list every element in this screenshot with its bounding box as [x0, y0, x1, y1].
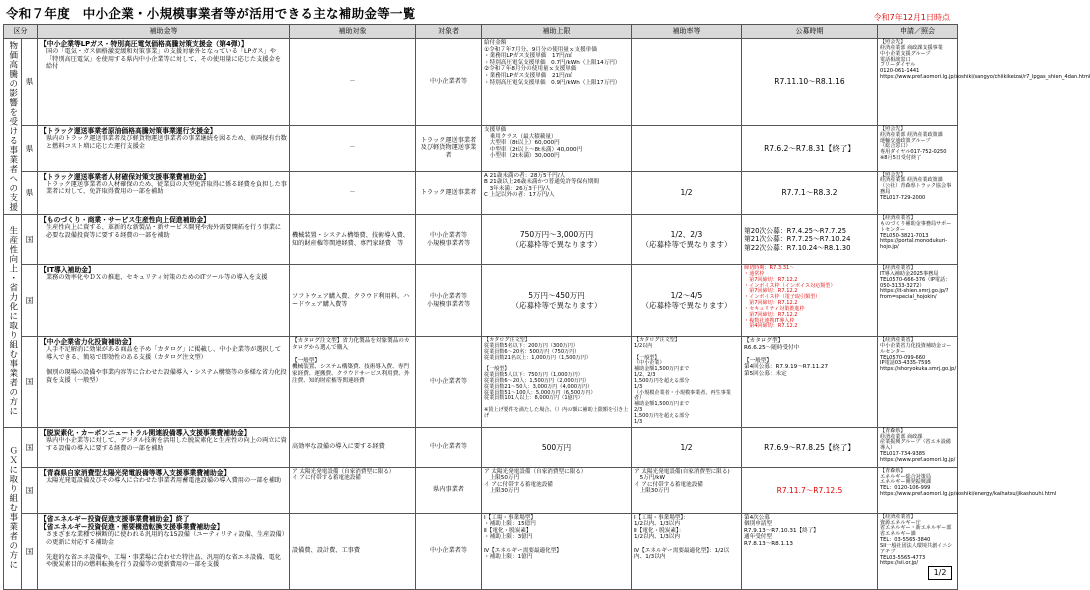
page-indicator: 1/2 — [928, 566, 952, 580]
table-row — [4, 39, 958, 126]
eligible-cell: 中小企業者等 小規模事業者等 — [416, 215, 482, 265]
subsidy-title: 【トラック運送事業者原油価格高騰対策事業運行支援金】 — [40, 126, 217, 135]
rate-cell — [632, 39, 742, 126]
table-header-row — [4, 25, 958, 39]
apply-cell: 【経済産業省】 資源エネルギー庁 省エネルギー・新エネルギー部 省エネルギー課 TEL：03-5565-3840 SII一般社団法人環境共創イニシアチブ TEL03-5565-4773 https://sii.or.jp/ — [878, 513, 958, 589]
subsidy-title: 【脱炭素化・カーボンニュートラル関連設備導入支援事業費補助金】 — [40, 428, 251, 437]
period-cell: 第20次公募：R7.4.25～R7.7.25 第21次公募：R7.7.25～R7.10.24 第22次公募：R7.10.24～R8.1.30 — [742, 215, 878, 265]
period-cell: R7.11.7～R7.12.5 — [742, 467, 878, 513]
table-row — [4, 171, 958, 214]
apply-cell: 【経済産業省】 中小企業省力化投資補助金コールセンター TEL0570-099-660 IP電話03-4335-7595 https://shoryokuka.smrj.go.jp/ — [878, 337, 958, 428]
scope-cell: 国 — [22, 215, 38, 265]
subsidy-cell — [38, 467, 290, 513]
subsidy-title: 【中小企業省力化投資補助金】 — [40, 338, 136, 346]
rate-cell: Ⅰ【工場・事業場型】： 1/2以内、1/3以内 Ⅱ【電化・脱炭素】： 1/2以内、1/3以内 Ⅳ【エネルギー需要最適化型】：1/2以内、1/3以内 — [632, 513, 742, 589]
rate-cell: 【カタログ注文型】 1/2以内 【一般型】 （中小企業） 補助金額1,500万円まで 1/2、2/3 1,500万円を超える部分 1/3 （小規模企業者・小規模事業者、再生事業者） 補助金額1,500万円まで 2/3 1,500万円を超える部分 1/3 — [632, 337, 742, 428]
subsidy-title: 【中小企業等LPガス・特別高圧電気価格高騰対策支援金（第4弾）】 — [40, 40, 248, 48]
eligible-cell: トラック運送事業者 — [416, 171, 482, 214]
page-title: 令和７年度 中小企業・小規模事業者等が活用できる主な補助金等一覧 — [6, 6, 416, 21]
limit-cell: 750万円～3,000万円 （応募枠等で異なります） — [482, 215, 632, 265]
eligible-cell: 中小企業者等 — [416, 513, 482, 589]
period-cell: 第4次公募 個別申請型 R7.9.13～R7.10.31【終了】 通年受付型 R7.8.13～R8.1.13 — [742, 513, 878, 589]
col-header-rate: 補助率等 — [632, 25, 742, 39]
subsidy-table — [3, 24, 1090, 590]
apply-cell: 【照会先】 経済産業部 経済産業政策課 （公社）青森県トラック協会事務局 TEL017-729-2000 — [878, 171, 958, 214]
subsidy-desc: さまざまな業種で横断的に使われる汎用的な15設備（ユーティリティ設備、生産設備）の更新に対応する補助金 先進的な省エネ設備や、工場・事業場に合わせた特注品、汎用的な省エネ設備、電化や脱炭素目的の燃料転換を行う設備等の更新費用の一部を支援 — [46, 531, 285, 569]
limit-cell: Ⅰ【工場・事業場型】 ・補助上限：15億円 Ⅱ【電化・脱炭素】 ・補助上限：3億円 Ⅳ【エネルギー需要最適化型】 ・補助上限：1億円 — [482, 513, 632, 589]
col-header-eligible: 対象者 — [416, 25, 482, 39]
apply-cell: 【青森県】 経済産業部 商政課 産業振興グループ（省エネ設備導入） TEL017-734-9385 https://www.pref.aomori.lg.jp/ — [878, 427, 958, 467]
rate-cell: 1/2 — [632, 171, 742, 214]
eligible-cell: 中小企業者等 — [416, 39, 482, 126]
scope-cell: 県 — [22, 125, 38, 171]
col-header-limit: 補助上限 — [482, 25, 632, 39]
subsidy-desc: 太陽光発電設備及びその導入に合わせた事業者用蓄電池設備の導入費用の一部を補助 — [46, 476, 282, 484]
subsidy-desc: 業務の効率化やＤＸの推進、セキュリティ対策のためのITツール等の導入を支援 — [46, 274, 268, 282]
subsidy-cell — [38, 337, 290, 428]
table-row — [4, 125, 958, 171]
rate-cell: 1/2 — [632, 427, 742, 467]
subsidy-title: 【ものづくり・商業・サービス生産性向上促進補助金】 — [40, 216, 210, 224]
eligible-cell: 中小企業者等 小規模事業者等 — [416, 265, 482, 337]
subsidy-cell — [38, 125, 290, 171]
subsidy-cell — [38, 39, 290, 126]
table-row — [4, 513, 958, 589]
period-cell: R7.6.2～R7.8.31【終了】 — [742, 125, 878, 171]
category-price-surge: 物価高騰の影響を受ける事業者への支援 — [4, 39, 22, 215]
limit-cell: 5万円～450万円 （応募枠等で異なります） — [482, 265, 632, 337]
table-row — [4, 467, 958, 513]
period-cell: 締切時期：R7.3.31～ ・通常枠 第7回締切：R7.12.2 ・インボイス枠（インボイス対応類型） 第7回締切：R7.12.2 ・インボイス枠（電子取引類型） 第7回締切：R7.12.2 ・セキュリティ対策推進枠 第7回締切：R7.12.2 ・複数社連携IT導入枠 第4回締切：R7.12.2 — [742, 265, 878, 337]
scope-cell: 国 — [22, 337, 38, 428]
scope-cell: 県 — [22, 171, 38, 214]
subsidy-cell — [38, 513, 290, 589]
col-header-target: 補助対象 — [290, 25, 416, 39]
table-row — [4, 427, 958, 467]
target-cell: － — [290, 171, 416, 214]
subsidy-desc: 生産性向上に資する、革新的な新製品・新サービス開発や海外需要開拓を行う事業に必要な設備投資等に要する経費の一部を補助 — [46, 224, 282, 239]
subsidy-title: 【IT導入補助金】 — [40, 266, 95, 274]
subsidy-cell — [38, 171, 290, 214]
target-cell: 設備費、設計費、工事費 — [290, 513, 416, 589]
category-gx: ＧＸに取り組む事業者の方に — [4, 427, 22, 589]
target-cell: 機械装置・システム構築費、技術導入費、知的財産権等関連経費、専門家経費 等 — [290, 215, 416, 265]
scope-cell: 県 — [22, 39, 38, 126]
apply-cell: 【青森県】 エネルギー総合対策局 エネルギー開発振興課 TEL：0120-106-999 https://www.pref.aomori.lg.jp/soshiki/energy/kaihatsu/jikashouhi.html — [878, 467, 958, 513]
target-cell: ア 太陽光発電設備（自家消費型に限る） イ アに付帯する蓄電池設備 — [290, 467, 416, 513]
col-header-period: 公募時期 — [742, 25, 878, 39]
col-header-apply: 申請／照会 — [878, 25, 958, 39]
apply-cell: 【経済産業省】 ものづくり補助金事務局サポートセンター TEL050-3821-7013 https://portal.monodukuri-hojo.jp/ — [878, 215, 958, 265]
eligible-cell: 中小企業者等 — [416, 337, 482, 428]
subsidy-title: 【トラック運送事業者人材確保対策支援事業費補助金】 — [40, 172, 210, 181]
period-cell: 【カタログ型】 R6.6.25～随時受付中 【一般型】 第4回公募：R7.9.19～R7.11.27 第5回公募：未定 — [742, 337, 878, 428]
limit-cell: 支援単価 乗用クラス（最大積載量） 大型車（8t以上）60,000円 中型車（2t以上～8t未満）40,000円 小型車（2t未満）30,000円 — [482, 125, 632, 171]
rate-cell: 1/2～4/5 （応募枠等で異なります） — [632, 265, 742, 337]
table-row — [4, 337, 958, 428]
category-productivity: 生産性向上・省力化に取り組む事業者の方に — [4, 215, 22, 428]
period-cell: R7.6.9～R7.8.25【終了】 — [742, 427, 878, 467]
subsidy-desc: トラック運送事業者の人材確保のため、従業員の大型免許取得に係る経費を負担した事業者に対して、免許取得費用の一部を補助 — [46, 180, 287, 196]
scope-cell: 国 — [22, 265, 38, 337]
subsidy-title: 【青森県自家消費型太陽光発電設備等導入支援事業費補助金】 — [40, 468, 231, 477]
apply-cell: 【経済産業省】 IT導入補助金2025事務局 TEL0570-666-376（IP電話：050-3133-3272） https://it-shien.smrj.go.jp/?from=special_hojokin/ — [878, 265, 958, 337]
target-cell: 高効率な設備の導入に要する経費 — [290, 427, 416, 467]
apply-cell: 【照会先】 経済産業部 経済産業政策課 運輸交通政策グループ （総合窓口） 専用ダイヤル017-752-0250 ※8月5日受付終了 — [878, 125, 958, 171]
limit-cell: 500万円 — [482, 427, 632, 467]
eligible-cell: 中小企業者等 — [416, 427, 482, 467]
subsidy-cell — [38, 265, 290, 337]
subsidy-cell — [38, 215, 290, 265]
target-cell: － — [290, 125, 416, 171]
col-header-subsidy: 補助金等 — [38, 25, 290, 39]
scope-cell: 国 — [22, 467, 38, 513]
as-of-date: 令和7年12月1日時点 — [873, 13, 950, 22]
target-cell: ソフトウェア購入費、クラウド利用料、ハードウェア購入費等 — [290, 265, 416, 337]
target-cell: － — [290, 39, 416, 126]
eligible-cell: トラック運送事業者及び軽貨物運送事業者 — [416, 125, 482, 171]
subsidy-desc: 人手不足解消に効果がある商品を予め「カタログ」に掲載し、中小企業等が選択して導入できる、簡易で即効性のある支援（カタログ注文型） 個別の現場の設備や事業内容等に合わせた設備導入・システム構築等の多様な省力化投資を支援（一般型） — [46, 346, 287, 384]
rate-cell: 1/2、2/3 （応募枠等で異なります） — [632, 215, 742, 265]
subsidy-desc: 県内中小企業等に対して、デジタル技術を活用した脱炭素化と生産性の向上の両立に資する設備の導入に要する経費の一部を補助 — [46, 436, 287, 452]
rate-cell: ア 太陽光発電設備(自家消費型に限る) 5万円/kW イ アに付帯する蓄電池設備 上限30万円 — [632, 467, 742, 513]
table-row — [4, 215, 958, 265]
limit-cell: A 21歳未満の者：28万5千円/人 B 21歳以上26歳未満かつ普通免許等保有期間 3年未満：26万3千円/人 C 上記以外の者：17万円/人 — [482, 171, 632, 214]
eligible-cell: 県内事業者 — [416, 467, 482, 513]
subsidy-desc: 県内のトラック運送事業者及び軽貨物運送事業者の事業継続を図るため、車両保有台数と燃料コスト増に応じた運行支援金 — [46, 135, 287, 150]
target-cell: 【カタログ注文型】省力化製品を対象製品のカタログから選んで購入 【一般型】 機械装置、システム構築費、技術導入費、専門家経費、運搬費、クラウドサービス利用費、外注費、知的財産権等関連経費 — [290, 337, 416, 428]
apply-cell: 【照会先】 経済産業部 商政課支援事業 中小企業支援グループ 電話相談窓口 フリーダイヤル 0120-061-1441 https://www.pref.aomori.lg.jp/soshiki/sangyo/chiikikeizai/r7_lpgas_shien_4dan.html — [878, 39, 958, 126]
subsidy-title: 【省エネルギー投資促進支援事業費補助金】終了 【省エネルギー投資促進・需要構造転換支援事業費補助金】 — [40, 514, 224, 531]
limit-cell: ア 太陽光発電設備（自家消費型に限る） 上限50万円 イ アに付帯する蓄電池設備 上限30万円 — [482, 467, 632, 513]
limit-cell: 給付金額 ①令和７年7月分、9月分の使用量ｘ支援単価 ・業務用LPガス支援単価 17円/㎥ ・特別高圧電気支援単価 0.7円/kWh（上限14万円） ②令和７年8月分の使用量ｘ支援単価 ・業務用LPガス支援単価 21円/㎥ ・特別高圧電気支援単価 0.9円/kWh（上限17万円） — [482, 39, 632, 126]
scope-cell: 国 — [22, 427, 38, 467]
limit-cell: 【カタログ注文型】 従業員数5名以下：200万円（300万円） 従業員数6～20名：500万円（750万円） 従業員数21名以上：1,000万円（1,500万円） 【一般型】 従業員数5人以下：750万円（1,000万円） 従業員数6～20人：1,500万円（2,000万円） 従業員数21～50人：3,000万円（4,000万円） 従業員数51～100人：5,000万円（6,500万円） 従業員数101人以上：8,000万円（1億円） ※賃上げ要件を満たした場合、（）内の額に補助上限額を引き上げ — [482, 337, 632, 428]
period-cell: R7.11.10～R8.1.16 — [742, 39, 878, 126]
subsidy-desc: 国の「電気・ガス価格激変緩和対策事業」の支援対象外となっている「LPガス」や「特別高圧電気」を使用する県内中小企業等に対して、その使用量に応じた支援金を給付 — [46, 48, 281, 71]
scope-cell: 国 — [22, 513, 38, 589]
rate-cell — [632, 125, 742, 171]
period-cell: R7.7.1～R8.3.2 — [742, 171, 878, 214]
table-row — [4, 265, 958, 337]
subsidy-cell — [38, 427, 290, 467]
col-header-category: 区分 — [4, 25, 38, 39]
